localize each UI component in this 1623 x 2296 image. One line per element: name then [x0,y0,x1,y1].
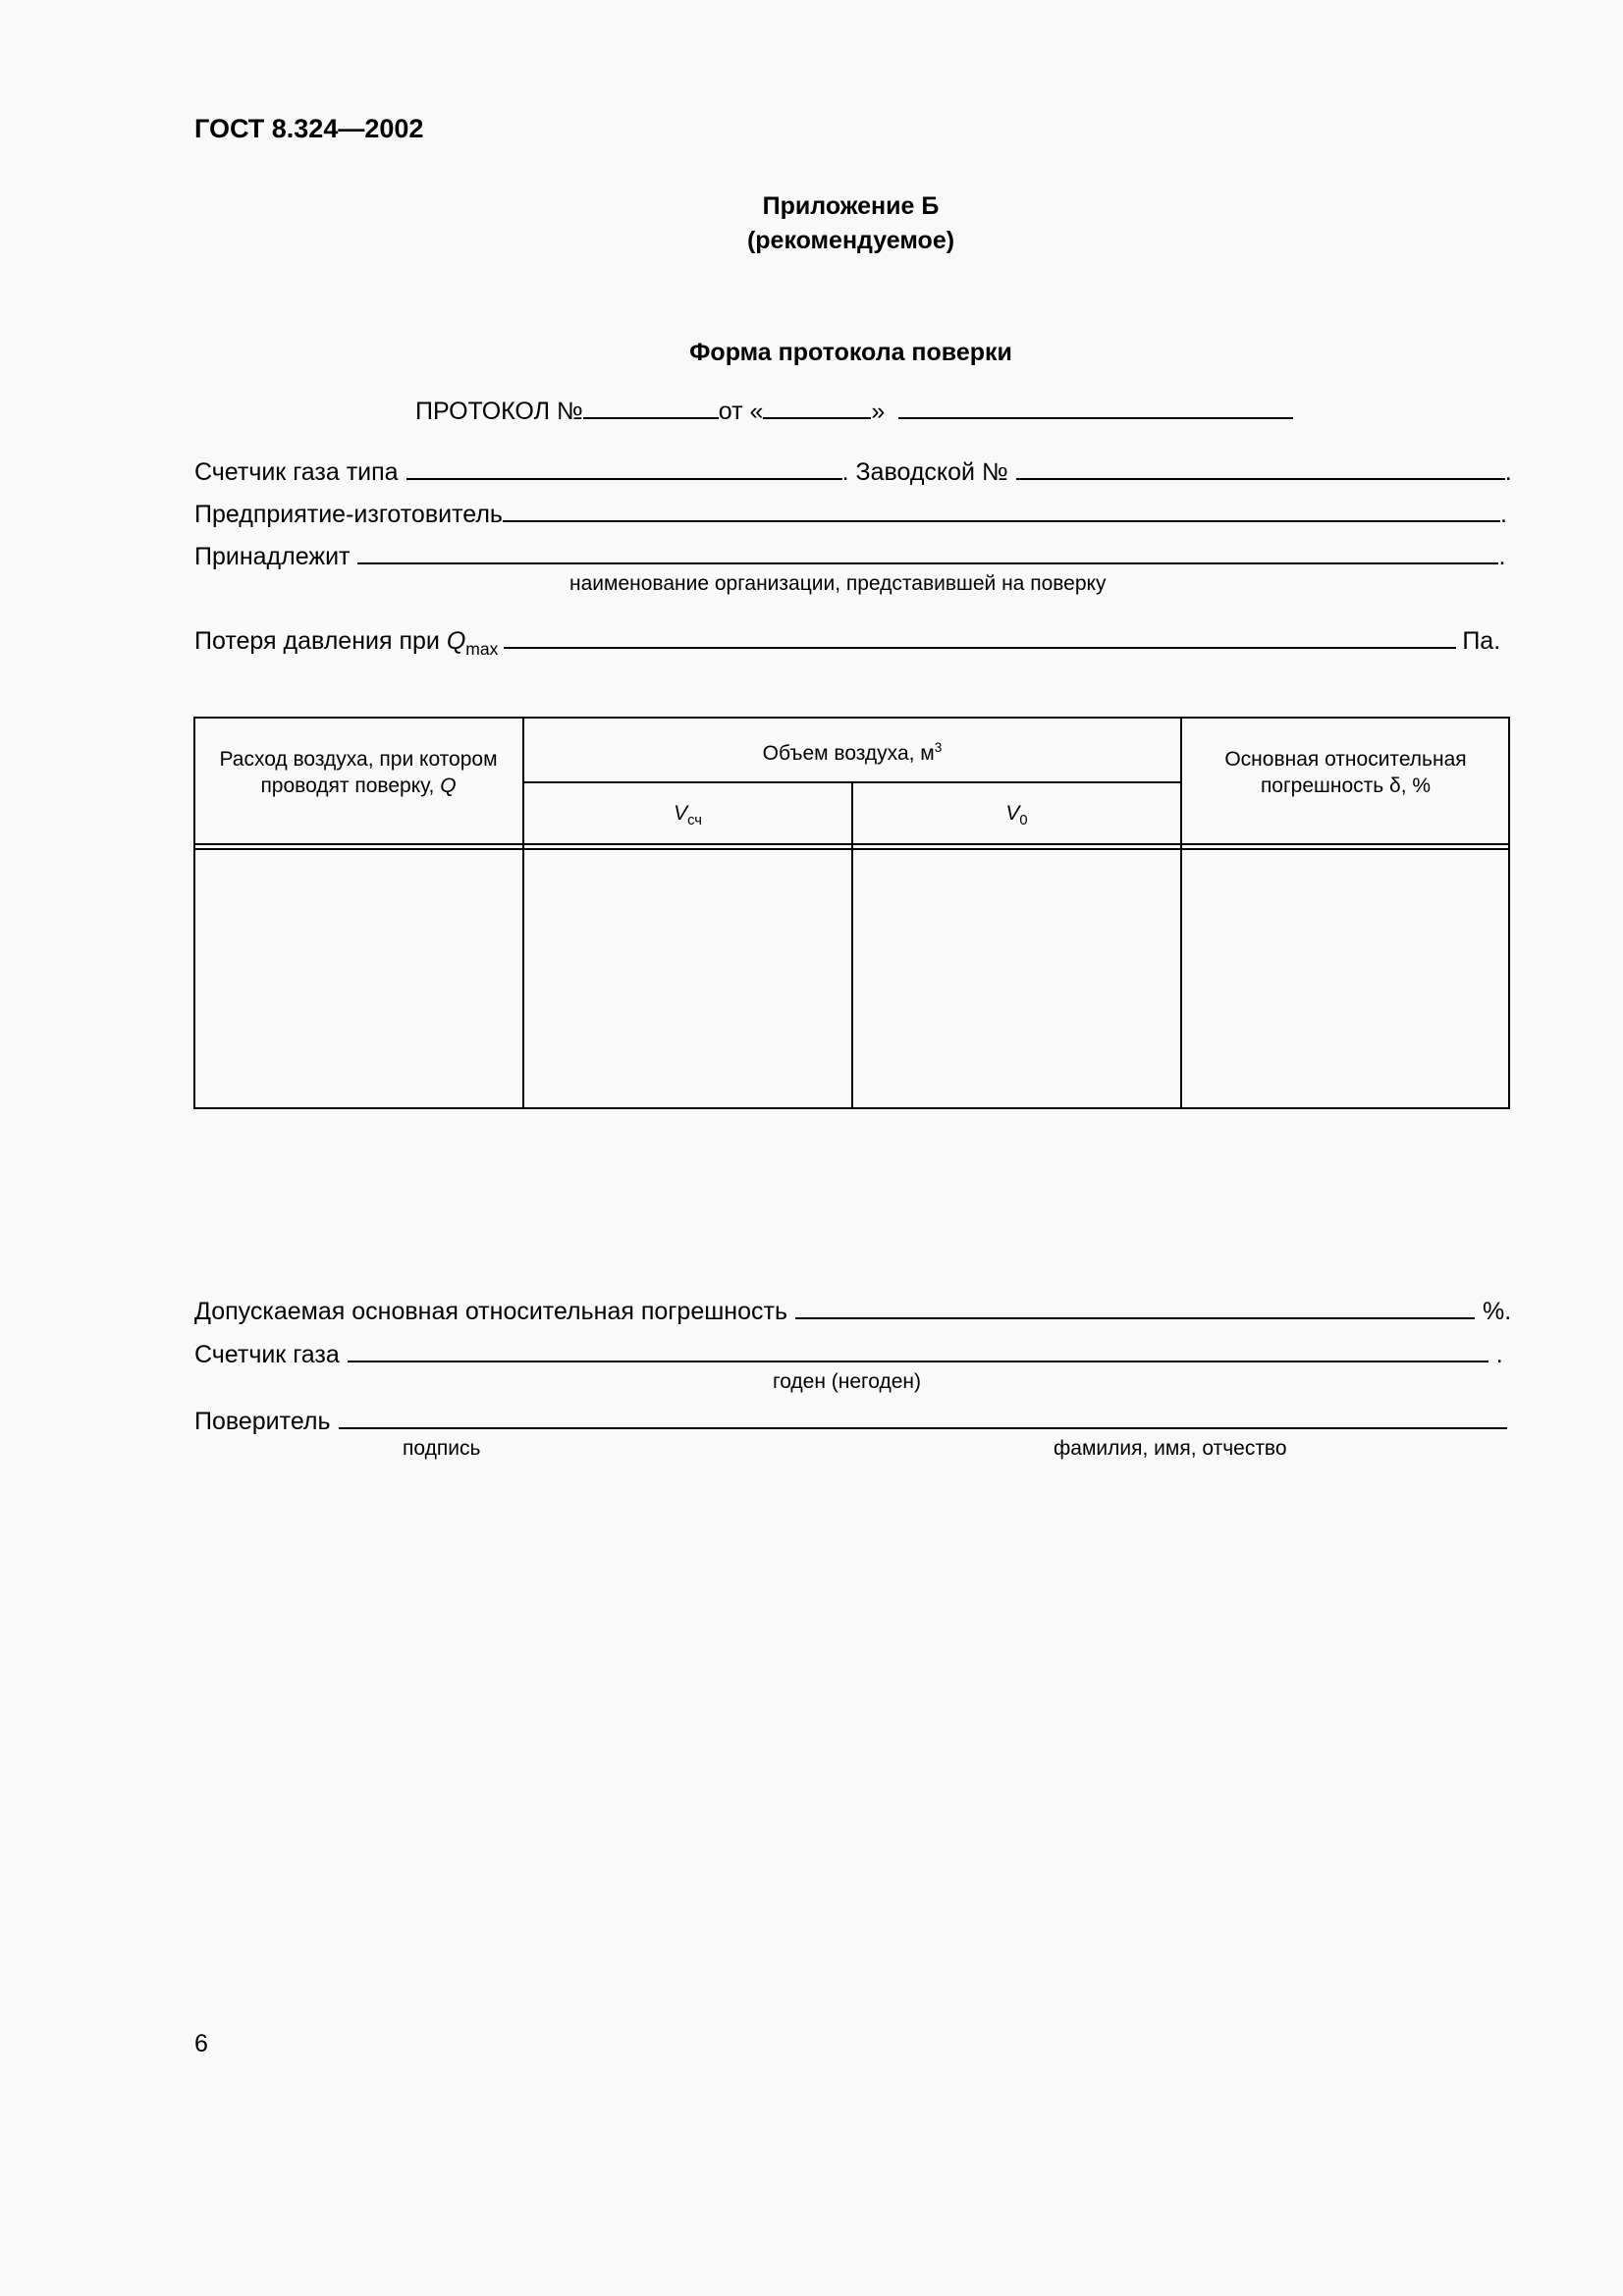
verifier-label: Поверитель [194,1408,331,1435]
col-header-volume-sup: 3 [934,740,943,755]
meter-type-label: Счетчик газа типа [194,458,399,486]
col-header-flow-line1: Расход воздуха, при котором [219,748,498,771]
verifier-signature-caption: подпись [403,1437,481,1460]
form-title: Форма протокола поверки [689,339,1012,366]
tolerance-field[interactable] [795,1296,1475,1319]
meter-result-field[interactable] [348,1339,1488,1362]
serial-number-label: . Заводской № [841,458,1008,486]
protocol-quote-close: » [871,398,886,425]
col-header-error-line2: погрешность δ, % [1260,774,1432,797]
col-header-v0 [852,800,1181,834]
tolerance-unit: %. [1482,1298,1512,1325]
manufacturer-end: . [1499,501,1507,528]
serial-number-field[interactable] [1016,456,1505,480]
col-header-flow [193,746,523,799]
tolerance-label: Допускаемая основная относительная погрешность [194,1298,787,1325]
protocol-day-field[interactable] [763,396,871,419]
protocol-label: ПРОТОКОЛ № [415,398,583,425]
owner-end: . [1498,543,1506,570]
cell-error-value[interactable] [1183,851,1508,1107]
meter-result-end: . [1495,1341,1503,1368]
pressure-loss-field[interactable] [504,625,1456,649]
document-code: ГОСТ 8.324—2002 [194,114,424,143]
meter-type-line [194,456,1512,487]
manufacturer-field[interactable] [503,499,1500,522]
verifier-name-caption: фамилия, имя, отчество [1054,1437,1287,1460]
vsch-subscript: сч [687,813,702,829]
protocol-number-field[interactable] [583,396,719,419]
col-header-flow-text: проводят поверку, [260,774,441,797]
vsch-symbol: V [674,802,688,825]
meter-type-field[interactable] [406,456,842,480]
cell-vsch-value[interactable] [525,851,851,1107]
manufacturer-line [194,499,1507,529]
meter-result-label: Счетчик газа [194,1341,340,1368]
verifier-line [194,1406,1507,1436]
owner-caption: наименование организации, представившей на поверку [569,572,1107,595]
v0-subscript: 0 [1019,813,1028,829]
owner-label: Принадлежит [194,543,351,570]
owner-line [194,541,1505,571]
cell-flow-value[interactable] [195,851,522,1107]
appendix-title: Приложение Б [762,192,940,220]
protocol-from-label: от « [718,398,764,425]
meter-result-caption: годен (негоден) [773,1370,921,1393]
owner-field[interactable] [357,541,1498,564]
col-header-vsch [523,800,852,834]
pressure-loss-text: Потеря давления при [194,627,447,655]
manufacturer-label: Предприятие-изготовитель [194,501,503,528]
pressure-loss-line [194,625,1500,660]
q-max-subscript: max [465,639,499,659]
tolerance-line [194,1296,1511,1326]
meter-type-end: . [1504,458,1512,486]
q-symbol: Q [446,627,466,655]
cell-v0-value[interactable] [854,851,1180,1107]
v0-symbol: V [1005,802,1020,825]
page-number: 6 [194,2030,208,2057]
col-header-flow-q: Q [440,774,457,797]
appendix-heading [0,189,1623,258]
appendix-subtitle: (рекомендуемое) [746,227,955,254]
col-header-volume [523,734,1181,767]
meter-result-line [194,1339,1503,1369]
col-header-flow-line2 [193,773,523,799]
col-header-error-line1: Основная относительная [1224,748,1467,771]
protocol-date-field[interactable] [898,396,1293,419]
pressure-loss-label [194,627,498,660]
col-header-error [1181,746,1510,799]
protocol-line [415,396,1293,426]
pressure-unit: Па. [1462,627,1501,655]
col-header-volume-text: Объем воздуха, м [762,742,935,765]
verifier-field[interactable] [339,1406,1507,1429]
verification-table [193,717,1510,1109]
